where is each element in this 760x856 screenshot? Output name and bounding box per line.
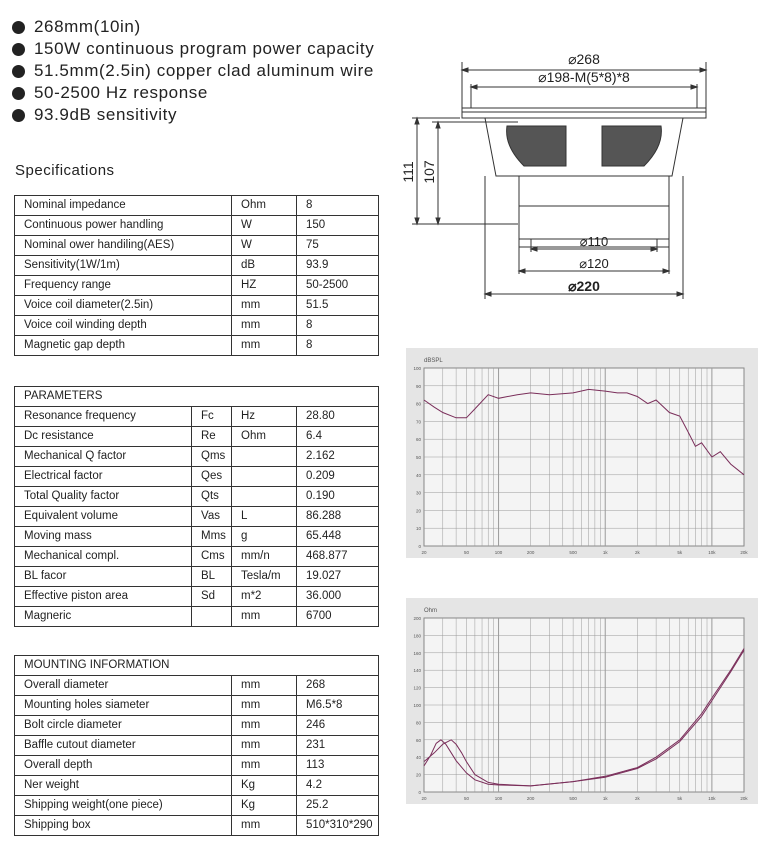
x-tick-label: 5k — [677, 550, 683, 555]
param-cell: Ohm — [232, 427, 297, 447]
frequency-response-graph — [406, 348, 758, 558]
mount-cell: mm — [232, 756, 297, 776]
param-row — [15, 607, 379, 627]
param-row — [15, 427, 379, 447]
param-row — [15, 587, 379, 607]
dim-107-label: 107 — [421, 160, 437, 184]
dim-110-label: ⌀110 — [579, 234, 609, 249]
x-tick-label: 1k — [602, 550, 608, 555]
mount-row — [15, 736, 379, 756]
mount-row — [15, 816, 379, 836]
x-tick-label: 200 — [526, 796, 535, 801]
spec-row — [15, 336, 379, 356]
y-tick-label: 10 — [415, 526, 421, 532]
mount-cell: 510*310*290 — [297, 816, 379, 836]
param-cell: 6.4 — [297, 427, 379, 447]
param-cell: Sd — [192, 587, 232, 607]
y-tick-label: 20 — [415, 508, 421, 514]
feature-item — [12, 60, 374, 82]
dim-268-label: ⌀268 — [568, 51, 600, 67]
feature-text: 268mm(10in) — [34, 17, 141, 36]
feature-item — [12, 38, 374, 60]
mount-cell: Shipping box — [15, 816, 232, 836]
spec-row — [15, 296, 379, 316]
spec-cell: 93.9 — [297, 256, 379, 276]
y-tick-label: 60 — [415, 437, 421, 443]
parameters-table — [14, 386, 379, 627]
y-tick-label: 160 — [413, 650, 421, 656]
param-cell: L — [232, 507, 297, 527]
impedance-svg — [406, 598, 758, 804]
spec-cell: HZ — [232, 276, 297, 296]
impedance-graph — [406, 598, 758, 804]
y-tick-label: 80 — [415, 720, 421, 726]
bullet-icon — [12, 109, 25, 122]
mount-cell: mm — [232, 816, 297, 836]
spec-cell: 8 — [297, 336, 379, 356]
feature-text: 51.5mm(2.5in) copper clad aluminum wire — [34, 61, 374, 80]
mount-row — [15, 716, 379, 736]
spec-cell: 8 — [297, 316, 379, 336]
param-row — [15, 507, 379, 527]
feature-list — [12, 16, 374, 126]
param-cell: 468.877 — [297, 547, 379, 567]
y-tick-label: 0 — [418, 544, 421, 549]
bullet-icon — [12, 65, 25, 78]
y-tick-label: 120 — [413, 685, 421, 691]
param-cell: Fc — [192, 407, 232, 427]
x-tick-label: 50 — [463, 796, 469, 801]
param-cell: BL — [192, 567, 232, 587]
param-cell: Hz — [232, 407, 297, 427]
spec-row — [15, 276, 379, 296]
y-tick-label: 40 — [415, 755, 421, 761]
mount-cell: mm — [232, 716, 297, 736]
x-tick-label: 200 — [526, 550, 535, 555]
param-cell: 0.209 — [297, 467, 379, 487]
spec-row — [15, 236, 379, 256]
spec-cell: Voice coil winding depth — [15, 316, 232, 336]
mount-cell: 268 — [297, 676, 379, 696]
x-tick-label: 2k — [634, 550, 640, 555]
y-tick-label: 80 — [415, 401, 421, 407]
mount-cell: M6.5*8 — [297, 696, 379, 716]
spec-cell: Sensitivity(1W/1m) — [15, 256, 232, 276]
feature-item — [12, 82, 374, 104]
y-tick-label: 140 — [413, 668, 421, 674]
speaker-dimension-drawing — [400, 42, 760, 304]
param-row — [15, 407, 379, 427]
param-cell: m*2 — [232, 587, 297, 607]
param-cell: Qts — [192, 487, 232, 507]
mount-cell: mm — [232, 676, 297, 696]
param-row — [15, 447, 379, 467]
y-tick-label: 20 — [415, 772, 421, 778]
y-tick-label: 30 — [415, 490, 421, 496]
specifications-table — [14, 195, 379, 356]
dim-220-label: ⌀220 — [568, 278, 600, 294]
param-row — [15, 527, 379, 547]
y-tick-label: 100 — [413, 703, 421, 708]
y-tick-label: 180 — [413, 633, 421, 639]
feature-text: 93.9dB sensitivity — [34, 105, 178, 124]
spec-cell: W — [232, 216, 297, 236]
dim-111-label: 111 — [400, 161, 416, 183]
mount-cell: mm — [232, 736, 297, 756]
spec-cell: mm — [232, 316, 297, 336]
x-tick-label: 50 — [463, 550, 469, 555]
imp-unit-label: Ohm — [424, 608, 438, 614]
spec-cell: Continuous power handling — [15, 216, 232, 236]
x-tick-label: 20k — [740, 796, 748, 801]
param-cell: Qms — [192, 447, 232, 467]
mount-cell: Mounting holes siameter — [15, 696, 232, 716]
param-cell: 2.162 — [297, 447, 379, 467]
spec-row — [15, 256, 379, 276]
spec-cell: mm — [232, 296, 297, 316]
x-tick-label: 100 — [494, 550, 503, 555]
y-tick-label: 40 — [415, 472, 421, 478]
param-cell: Effective piston area — [15, 587, 192, 607]
mounting-title-row — [15, 656, 379, 676]
param-cell: Resonance frequency — [15, 407, 192, 427]
specifications-heading: Specifications — [15, 162, 115, 179]
mount-cell: Ner weight — [15, 776, 232, 796]
y-tick-label: 100 — [413, 366, 421, 371]
spec-cell: Voice coil diameter(2.5in) — [15, 296, 232, 316]
spec-cell: 51.5 — [297, 296, 379, 316]
x-tick-label: 100 — [494, 796, 503, 801]
x-tick-label: 1k — [602, 796, 608, 801]
y-tick-label: 50 — [415, 455, 421, 460]
mount-cell: Kg — [232, 796, 297, 816]
param-cell: Vas — [192, 507, 232, 527]
spec-cell: Frequency range — [15, 276, 232, 296]
feature-text: 50-2500 Hz response — [34, 83, 208, 102]
param-row — [15, 567, 379, 587]
param-cell: BL facor — [15, 567, 192, 587]
mount-row — [15, 776, 379, 796]
spec-cell: Nominal ower handiling(AES) — [15, 236, 232, 256]
spec-cell: 75 — [297, 236, 379, 256]
param-cell: 19.027 — [297, 567, 379, 587]
mount-cell: Kg — [232, 776, 297, 796]
param-cell: 65.448 — [297, 527, 379, 547]
mount-cell: mm — [232, 696, 297, 716]
param-cell: Mms — [192, 527, 232, 547]
mount-cell: Baffle cutout diameter — [15, 736, 232, 756]
y-tick-label: 60 — [415, 737, 421, 743]
spec-row — [15, 316, 379, 336]
y-tick-label: 200 — [413, 616, 421, 621]
param-cell: Dc resistance — [15, 427, 192, 447]
mount-cell: Overall depth — [15, 756, 232, 776]
mount-row — [15, 676, 379, 696]
param-cell: 6700 — [297, 607, 379, 627]
feature-item — [12, 104, 374, 126]
mount-cell: 25.2 — [297, 796, 379, 816]
spec-cell: 150 — [297, 216, 379, 236]
x-tick-label: 20 — [421, 550, 427, 555]
x-tick-label: 20k — [740, 550, 748, 555]
x-tick-label: 10k — [708, 796, 716, 801]
spec-cell: mm — [232, 336, 297, 356]
mount-cell: 231 — [297, 736, 379, 756]
param-cell — [232, 487, 297, 507]
param-cell: 86.288 — [297, 507, 379, 527]
param-cell: mm — [232, 607, 297, 627]
dim-198-label: ⌀198-M(5*8)*8 — [538, 69, 630, 85]
param-cell: Re — [192, 427, 232, 447]
spec-row — [15, 216, 379, 236]
frequency-response-svg — [406, 348, 758, 558]
spl-unit-label: dBSPL — [424, 358, 443, 364]
feature-item — [12, 16, 374, 38]
param-cell: Equivalent volume — [15, 507, 192, 527]
x-tick-label: 2k — [634, 796, 640, 801]
mount-cell: 246 — [297, 716, 379, 736]
x-tick-label: 500 — [569, 550, 577, 555]
mount-row — [15, 756, 379, 776]
param-cell: Mechanical Q factor — [15, 447, 192, 467]
spec-cell: Magnetic gap depth — [15, 336, 232, 356]
param-cell — [232, 467, 297, 487]
param-cell — [192, 607, 232, 627]
mount-row — [15, 796, 379, 816]
mount-cell: Bolt circle diameter — [15, 716, 232, 736]
x-tick-label: 10k — [708, 550, 716, 555]
param-cell: Cms — [192, 547, 232, 567]
spec-cell: 8 — [297, 196, 379, 216]
param-cell: 0.190 — [297, 487, 379, 507]
bullet-icon — [12, 21, 25, 34]
mount-row — [15, 696, 379, 716]
spec-cell: Ohm — [232, 196, 297, 216]
param-cell: Total Quality factor — [15, 487, 192, 507]
parameters-title: PARAMETERS — [15, 387, 379, 407]
bullet-icon — [12, 43, 25, 56]
spec-cell: Nominal impedance — [15, 196, 232, 216]
param-cell: Tesla/m — [232, 567, 297, 587]
parameters-title-row — [15, 387, 379, 407]
param-cell: mm/n — [232, 547, 297, 567]
y-tick-label: 70 — [415, 419, 421, 425]
mount-cell: Shipping weight(one piece) — [15, 796, 232, 816]
x-tick-label: 5k — [677, 796, 683, 801]
mounting-table — [14, 655, 379, 836]
mount-cell: 4.2 — [297, 776, 379, 796]
spec-cell: 50-2500 — [297, 276, 379, 296]
param-cell: Mechanical compl. — [15, 547, 192, 567]
x-tick-label: 20 — [421, 796, 427, 801]
spec-cell: W — [232, 236, 297, 256]
y-tick-label: 0 — [418, 790, 421, 795]
param-cell — [232, 447, 297, 467]
mount-cell: 113 — [297, 756, 379, 776]
mounting-title: MOUNTING INFORMATION — [15, 656, 379, 676]
spec-cell: dB — [232, 256, 297, 276]
param-cell: 36.000 — [297, 587, 379, 607]
param-cell: Qes — [192, 467, 232, 487]
dim-120-label: ⌀120 — [579, 256, 609, 271]
param-cell: Moving mass — [15, 527, 192, 547]
param-cell: Magneric — [15, 607, 192, 627]
feature-text: 150W continuous program power capacity — [34, 39, 375, 58]
param-row — [15, 467, 379, 487]
x-tick-label: 500 — [569, 796, 577, 801]
spec-row — [15, 196, 379, 216]
param-cell: g — [232, 527, 297, 547]
y-tick-label: 90 — [415, 383, 421, 389]
param-row — [15, 547, 379, 567]
param-cell: 28.80 — [297, 407, 379, 427]
param-cell: Electrical factor — [15, 467, 192, 487]
param-row — [15, 487, 379, 507]
mount-cell: Overall diameter — [15, 676, 232, 696]
bullet-icon — [12, 87, 25, 100]
